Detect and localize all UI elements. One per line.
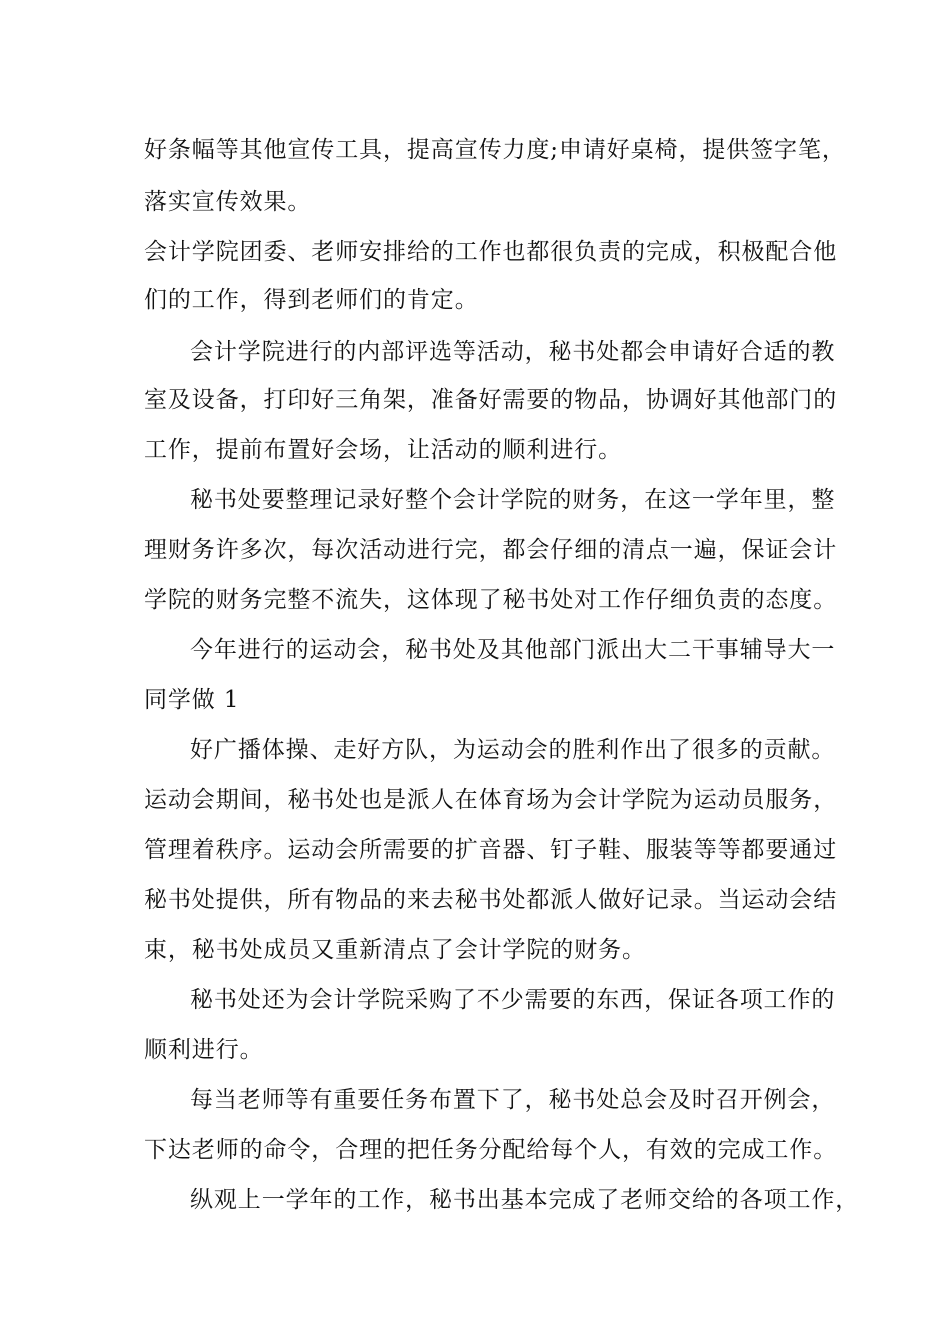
text-line: 束，秘书处成员又重新清点了会计学院的财务。: [144, 937, 646, 963]
text-line: 室及设备，打印好三角架，准备好需要的物品，协调好其他部门的: [144, 387, 838, 413]
text-line: 理财务许多次，每次活动进行完，都会仔细的清点一遍，保证会计: [144, 537, 838, 563]
text-line: 运动会期间，秘书处也是派人在体育场为会计学院为运动员服务，: [144, 787, 838, 813]
paragraph-first-line: 好广播体操、走好方队，为运动会的胜利作出了很多的贡献。: [190, 737, 836, 763]
paragraph-first-line: 每当老师等有重要任务布置下了，秘书处总会及时召开例会，: [190, 1087, 836, 1113]
text-line: 秘书处提供，所有物品的来去秘书处都派人做好记录。当运动会结: [144, 887, 838, 913]
paragraph-first-line: 秘书处要整理记录好整个会计学院的财务，在这一学年里，整: [190, 487, 836, 513]
text-line: 下达老师的命令，合理的把任务分配给每个人，有效的完成工作。: [144, 1137, 838, 1163]
text-line: 顺利进行。: [144, 1037, 264, 1063]
text-line: 同学做 1: [144, 687, 240, 713]
text-line: 管理着秩序。运动会所需要的扩音器、钉子鞋、服装等等都要通过: [144, 837, 838, 863]
text-line: 学院的财务完整不流失，这体现了秘书处对工作仔细负责的态度。: [144, 587, 838, 613]
text-line: 们的工作，得到老师们的肯定。: [144, 287, 479, 313]
paragraph-first-line: 秘书处还为会计学院采购了不少需要的东西，保证各项工作的: [190, 987, 836, 1013]
text-line: 会计学院团委、老师安排给的工作也都很负责的完成，积极配合他: [144, 239, 838, 265]
text-line: 落实宣传效果。: [144, 189, 312, 215]
paragraph-first-line: 会计学院进行的内部评选等活动，秘书处都会申请好合适的教: [190, 339, 836, 365]
text-line: 好条幅等其他宣传工具，提高宣传力度;申请好桌椅，提供签字笔，: [144, 137, 846, 163]
paragraph-first-line: 今年进行的运动会，秘书处及其他部门派出大二干事辅导大一: [190, 637, 836, 663]
paragraph-first-line: 纵观上一学年的工作，秘书出基本完成了老师交给的各项工作，: [190, 1187, 860, 1213]
text-line: 工作，提前布置好会场，让活动的顺利进行。: [144, 437, 622, 463]
